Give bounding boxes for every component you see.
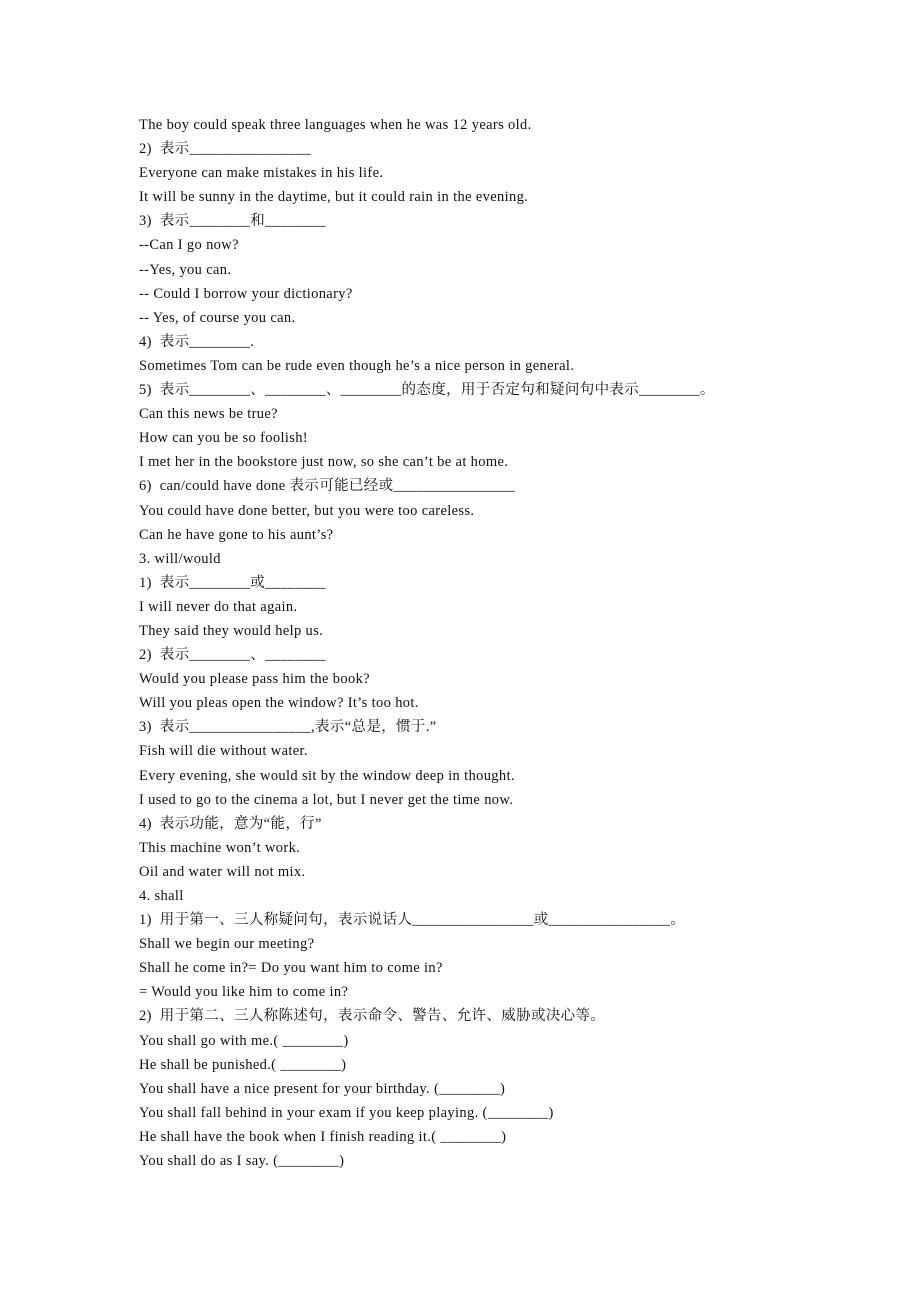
text-line: Will you pleas open the window? It’s too hot. (139, 695, 419, 712)
text-line: Shall he come in?= Do you want him to come in? (139, 960, 443, 977)
text-line: 6) can/could have done 表示可能已经或________________ (139, 478, 516, 495)
text-line: This machine won’t work. (139, 839, 301, 856)
text-line: Fish will die without water. (139, 743, 308, 760)
text-line: 1) 表示________或________ (139, 574, 326, 591)
text-line: --Can I go now? (139, 237, 239, 254)
section-heading: 4. shall (139, 888, 184, 904)
text-line: Would you please pass him the book? (139, 671, 370, 688)
text-line: 2) 用于第二、三人称陈述句，表示命令、警告、允许、威胁或决心等。 (139, 1008, 606, 1025)
text-line: I will never do that again. (139, 598, 298, 615)
document-page (139, 113, 899, 1173)
text-line: He shall be punished.( ________) (139, 1056, 347, 1073)
text-line: You shall do as I say. (________) (139, 1153, 345, 1170)
text-line: --Yes, you can. (139, 261, 232, 278)
text-line: He shall have the book when I finish reading it.( ________) (139, 1128, 507, 1145)
text-line: 2) 表示________、________ (139, 647, 326, 664)
text-line: Every evening, she would sit by the window deep in thought. (139, 767, 515, 784)
section-heading: 3. will/would (139, 550, 221, 567)
text-line: 1) 用于第一、三人称疑问句，表示说话人________________或________________。 (139, 912, 686, 929)
text-line: You shall go with me.( ________) (139, 1032, 349, 1049)
text-line: 4) 表示功能，意为“能，行” (139, 815, 322, 832)
text-line: Shall we begin our meeting? (139, 936, 315, 953)
text-line: 4) 表示________. (139, 333, 255, 350)
text-line: 3) 表示________________,表示“总是，惯于.” (139, 719, 437, 736)
text-line: 2) 表示________________ (139, 141, 312, 158)
text-line: 3) 表示________和________ (139, 213, 326, 230)
text-line: Sometimes Tom can be rude even though he’s a nice person in general. (139, 357, 575, 374)
text-line: Oil and water will not mix. (139, 863, 306, 880)
text-line: I met her in the bookstore just now, so she can’t be at home. (139, 454, 509, 471)
text-line: You could have done better, but you were too careless. (139, 502, 475, 519)
text-line: -- Yes, of course you can. (139, 309, 296, 326)
text-line: -- Could I borrow your dictionary? (139, 285, 353, 302)
text-line: 5) 表示________、________、________的态度，用于否定句和疑问句中表示________。 (139, 382, 715, 399)
text-line: You shall have a nice present for your birthday. (________) (139, 1080, 506, 1097)
text-line: How can you be so foolish! (139, 430, 308, 447)
text-line: = Would you like him to come in? (139, 984, 349, 1001)
text-line: Can this news be true? (139, 406, 278, 423)
text-line: They said they would help us. (139, 622, 324, 639)
text-line: The boy could speak three languages when he was 12 years old. (139, 117, 532, 133)
text-line: It will be sunny in the daytime, but it could rain in the evening. (139, 189, 529, 206)
text-line: You shall fall behind in your exam if you keep playing. (________) (139, 1104, 554, 1121)
text-line: Can he have gone to his aunt’s? (139, 526, 334, 543)
text-line: I used to go to the cinema a lot, but I never get the time now. (139, 791, 514, 808)
text-line: Everyone can make mistakes in his life. (139, 165, 384, 182)
